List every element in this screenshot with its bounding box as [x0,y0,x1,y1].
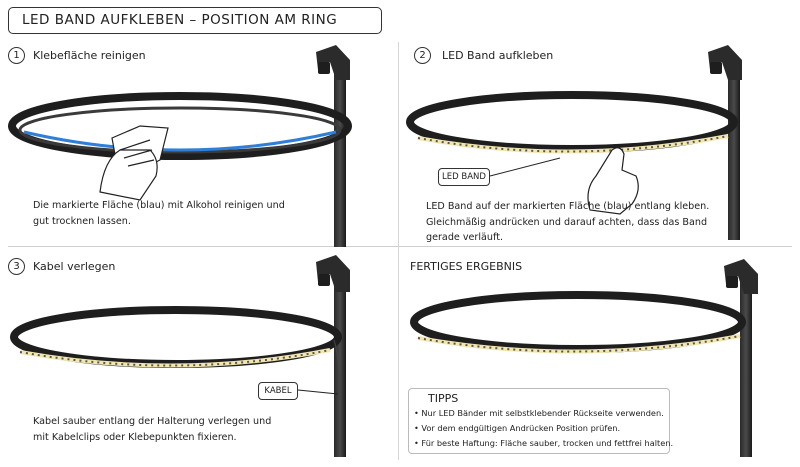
step-number-2: 2 [414,47,431,64]
step-label-2: LED Band aufkleben [442,49,554,62]
step-desc-3 [33,414,271,445]
stand-2 [708,45,742,240]
step-desc-1 [33,198,285,229]
step-label-3: Kabel verlegen [33,260,116,273]
callout-line-kabel [298,390,338,394]
result-label: FERTIGES ERGEBNIS [410,260,523,273]
step-number-3: 3 [8,258,25,275]
callout-line-led [490,158,560,176]
ring-1 [12,96,348,156]
step-label-1: Klebefläche reinigen [33,49,146,62]
step-desc-2-line-3: gerade verläuft. [426,232,504,243]
stand-4 [724,259,758,457]
step-desc-2 [426,199,709,246]
page-title: LED BAND AUFKLEBEN – POSITION AM RING [22,12,338,28]
step-desc-3-line-2: mit Kabelclips oder Klebepunkten fixieren. [33,431,237,443]
tip-item-1: • Nur LED Bänder mit selbstklebender Rückseite verwenden. [414,408,664,418]
callout-kabel: KABEL [258,382,298,400]
step-desc-1-line-2: gut trocknen lassen. [33,215,131,227]
step-number-1: 1 [8,47,25,64]
step-desc-2-line-1: LED Band auf der markierten Fläche (blau) entlang kleben. [426,201,710,212]
ring-4 [414,295,742,352]
tip-item-3: • Für beste Haftung: Fläche sauber, trocken und fettfrei halten. [414,438,674,448]
step-desc-1-line-1: Die markierte Fläche (blau) mit Alkohol reinigen und [33,200,285,211]
step-desc-2-line-2: Gleichmäßig andrücken und darauf achten, dass das Band [426,216,708,228]
ring-2 [410,95,734,152]
tips-title: TIPPS [428,392,459,405]
hand-cloth-1 [100,126,168,200]
step-desc-3-line-1: Kabel sauber entlang der Halterung verlegen und [33,416,272,427]
callout-led-band: LED BAND [438,168,490,186]
tip-item-2: • Vor dem endgültigen Andrücken Position prüfen. [414,423,621,433]
stand-3 [316,255,350,457]
